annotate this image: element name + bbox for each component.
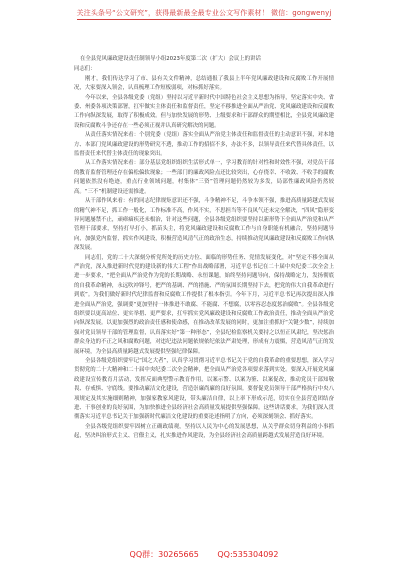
document-title: 在全县党风廉政建设责任制领导小组2023年度第二次（扩大）会议上的讲话 [80, 56, 261, 62]
qq-group-text: QQ群：30265665 [129, 550, 199, 559]
paragraph: 从责任落实情况来看：个别党委（党组）落实全面从严治党主体责任和监督责任的主动意识不强，对本地方、本部门党风廉政建设的形势研究不透，推动工作的招招不多，办法不多，以领导责任来代替具体责任，以监督责任来代替主体责任的现象突出。 [74, 132, 334, 158]
qq-text: QQ:535304092 [217, 550, 279, 559]
paragraph: 同志们，党的二十大深刻分析党所处的历史方位、面临的形势任务、党情发展变化，对“坚定不移全面从严治党，深入推进新时代党的建设新的伟大工程”作出战略部署，习近平总书记在二十届中央纪委二次全会上进一步要求，“把全面从严治党作为党的长期战略、永恒课题，始终坚持问题导向，保持战略定力，发扬彻底的自我革命精神，永远吹冲锋号，把严的基调、严的措施、严的氛围长期坚持下去，把党的伟大自我革命进行到底”。为我们做好新时代纪律监督和反腐败工作提供了根本指引。今年下月，习近平总书记再次提出深入推进全面从严治党，强调要“更加坚持一体推进不敢腐、不能腐、不想腐，以零容忍态度惩治腐败”。全县各级党组织要以更高站位、更实举措、更严要求，扛牢抓实党风廉政建设和反腐败工作政治责任，推动全面从严治党向纵深发展。以更加强烈的政治责任感和使命感，在推动改革发展的同时，更加注重抓好“关键少数”，持续加强对党员领导干部的管理监督，认真落实好“第一种形态”，全县纪检监察机关要持之以恒正风肃纪，坚决惩治群众身边的不正之风和腐败问题，对违纪违法问题依规依纪依法严肃处理，形成有力震慑，营造风清气正的发展环境，为全县高质量跨越式发展提供坚强纪律保障。 [74, 254, 334, 355]
paragraph: 从工作落实情况来看：部分基层党组织组织生活形式单一，学习教育的针对性和时效性不强，对党员干部的教育监督管理还存在偏松偏软现象；一些部门的廉政风险点还比较突出，心存侥幸、不收敛、不收手的腐败问题依然没有绝迹，重点行业领域问题，村集体“三资”管理问题仍然较为多发，局部性廉政风险仍然较高。“三不”机制建设还需推进。 [74, 160, 334, 195]
promo-banner [0, 9, 408, 20]
paragraph: 刚才，我们传达学习了市、县有关文件精神，总结通报了我县上半年党风廉政建设和反腐败工作开展情况，大家要深入领会，认真梳理工作短板弱项，对标抓好落实。 [74, 75, 334, 92]
promo-banner-text: 关注头条号“公文研究”，获得最新最全最专业公文写作素材！ 微信：gongwenyj [77, 9, 332, 20]
document-body [74, 55, 334, 442]
paragraph: 从干部作风来看：有的同志纪律规矩意识还不强，斗争精神不足，斗争本领不强，推进高质量跨越式发展的精气神不足，抓工作一般化，工作标准不高，作风不实，不思担当等不良风气还未完全解决，“四风”隐形变异问题屡禁不止，顽瘴痼疾还未根治，针对这些问题，全县各级党组织要坚持以新形势下全面从严治党和从严管理干部要求，坚持打早打小，抓苗头主，将党风廉政建设和反腐败工作与自身职能有机融合，坚持问题导向，加强党内监督，抓实作风建设，积极营造风清气正的政治生态，持续推动党风廉政建设和反腐败工作向纵深发展。 [74, 198, 334, 252]
paragraph: 全县各级党组织要牢记“国之大者”，认真学习贯彻习近平总书记关于党的自我革命的重要思想，深入学习贯彻党的二十大精神和二十届中央纪委二次全会精神，把全面从严治党各项要求落到实处。要深入开展党风廉政建设宣传教育月活动，发挥反面典型警示教育作用，以案示警、以案为鉴、以案促改，推动党员干部知敬畏、存戒惧、守底线。要推动廉洁文化建设，营造崇廉尚廉的良好氛围。要督促党员领导干部严格执行中央八项规定及其实施细则精神，加强家教家风建设，带头廉洁自律，以上率下形成示范，切实在全县营造团结奋进、干事创业的良好氛围，为加快推进全县经济社会高质量发展提供坚强保障。这些讲话要求，为我们深入贯彻落实习近平总书记关于加强新时代廉洁文化建设的重要论述指明了方向，必须深刻领会、抓好落实。 [74, 358, 334, 421]
salutation: 同志们： [74, 66, 96, 73]
paragraph: 今年以来，全县各级党委（党组）坚持以习近平新时代中国特色社会主义思想为指导，坚定落实中央、省委、州委各项决策部署，扛牢做实主体责任和监督责任，坚定不移推进全面从严治党、党风廉政建设和反腐败工作向纵深发展，取得了积极成效。但与加快发展的形势、上级要求和干部群众的期望相比，全县党风廉政建设和反腐败斗争还存在一些必须正视并认真研究解决的问题。 [74, 94, 334, 129]
paragraph: 全县各级党组织要牢固树立正确政绩观，坚持以人民为中心的发展思想，从关乎群众切身利益的小事抓起，坚决纠治形式主义、官僚主义，扎实推进作风建设，为全县经济社会高质量跨越式发展营造良好环境。 [74, 423, 334, 440]
contact-footer [0, 549, 408, 560]
